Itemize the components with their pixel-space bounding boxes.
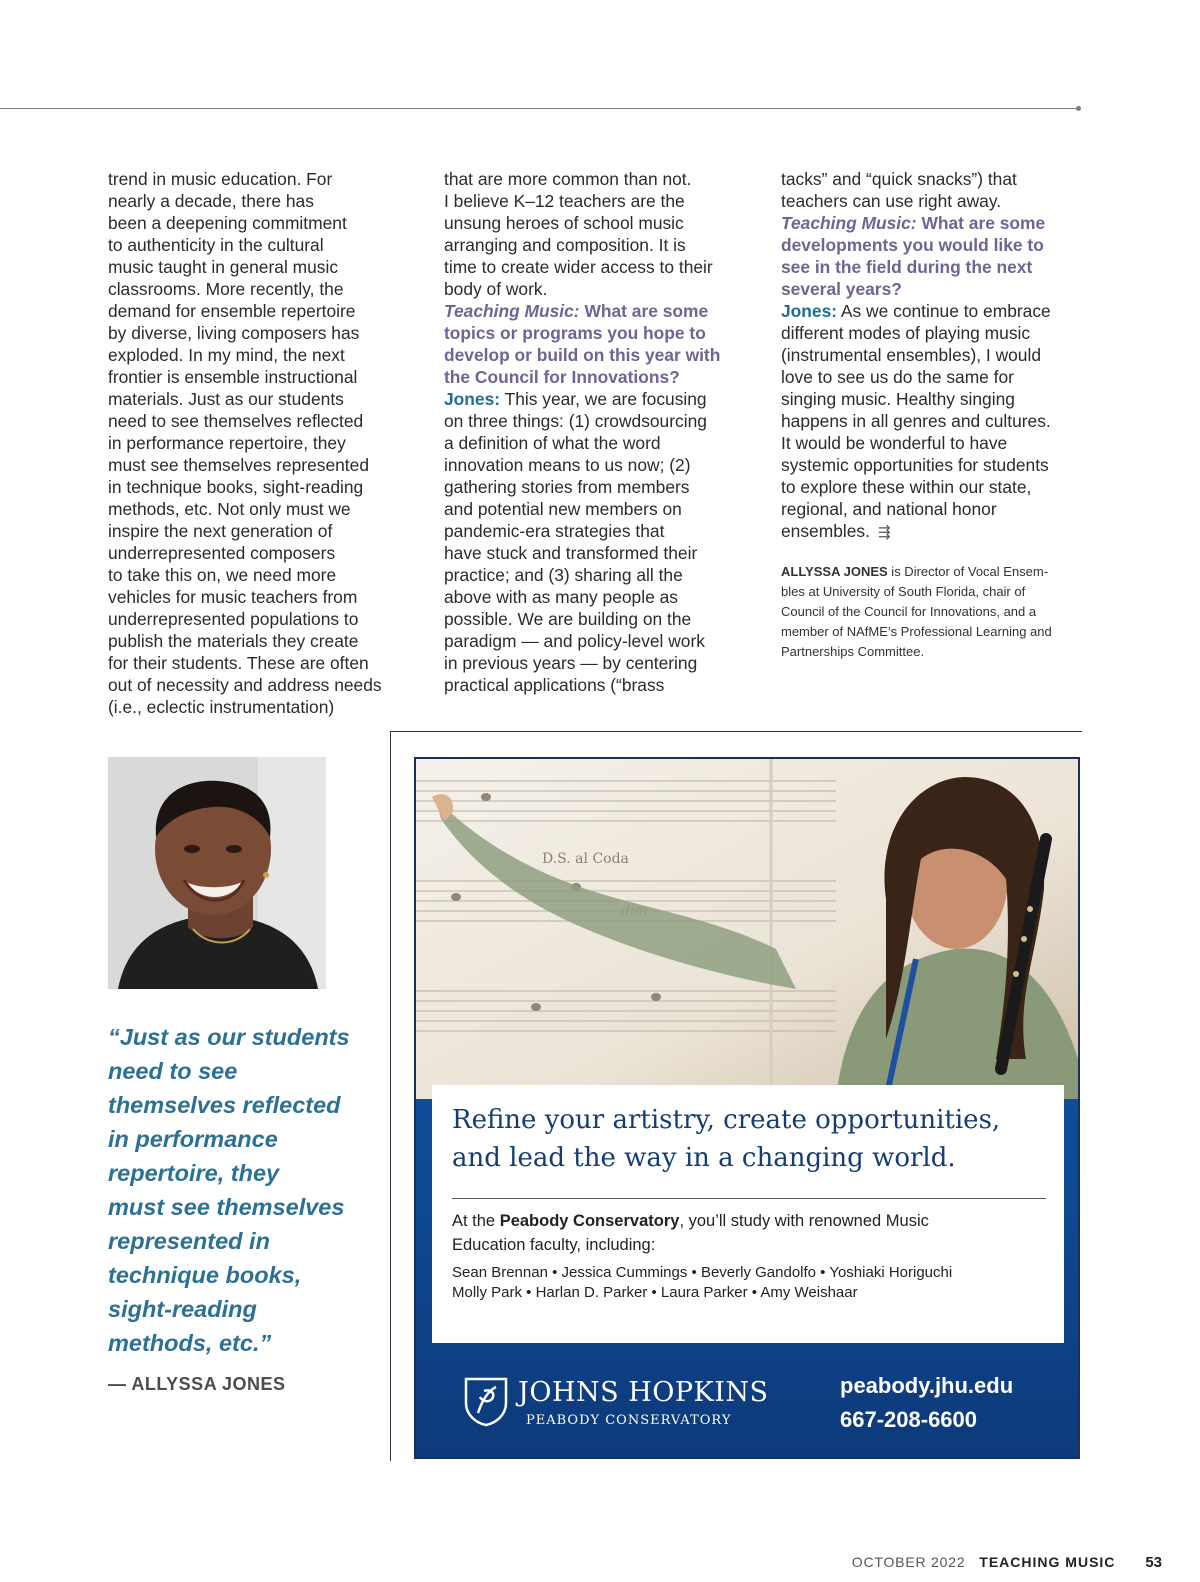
ad-headline-line: Refine your artistry, create opportunities, <box>452 1105 1001 1135</box>
brand-name: JOHNS HOPKINS <box>518 1377 769 1408</box>
text-line: methods, etc. Not only must we <box>108 499 351 519</box>
text-line: What are some <box>916 213 1046 233</box>
interview-answer <box>781 300 1086 544</box>
page-footer <box>852 1554 1162 1571</box>
top-rule <box>0 108 1078 109</box>
ad-photo-illustration <box>416 759 1078 1099</box>
text-line: regional, and national honor <box>781 499 997 519</box>
ad-body-prefix: At the <box>452 1212 500 1230</box>
text-line: unsung heroes of school music <box>444 213 684 233</box>
answer-speaker: Jones: <box>444 389 501 409</box>
text-line: frontier is ensemble instructional <box>108 367 358 387</box>
pull-quote <box>108 1020 378 1360</box>
text-line: possible. We are building on the <box>444 609 692 629</box>
article-column-1 <box>108 168 408 718</box>
text-line: that are more common than not. <box>444 169 692 189</box>
pull-quote-line: repertoire, they <box>108 1160 280 1186</box>
text-line: by diverse, living composers has <box>108 323 360 343</box>
interview-answer <box>444 388 744 696</box>
pull-quote-line: themselves reflected <box>108 1092 341 1118</box>
text-line: to authenticity in the cultural <box>108 235 324 255</box>
text-line: in performance repertoire, they <box>108 433 346 453</box>
text-line: the Council for Innovations? <box>444 367 680 387</box>
text-line: demand for ensemble repertoire <box>108 301 356 321</box>
text-line: have stuck and transformed their <box>444 543 698 563</box>
ad-faculty-line: Sean Brennan • Jessica Cummings • Beverly Gandolfo • Yoshiaki Horiguchi <box>452 1264 953 1281</box>
text-line: exploded. In my mind, the next <box>108 345 345 365</box>
article-column-3 <box>781 168 1086 662</box>
page-number: 53 <box>1145 1554 1162 1571</box>
text-line: time to create wider access to their <box>444 257 713 277</box>
ad-faculty-list <box>452 1263 1052 1303</box>
ad-frame-rule-horizontal <box>390 731 1082 732</box>
text-line: body of work. <box>444 279 548 299</box>
ad-frame-rule-vertical <box>390 731 391 1461</box>
article-column-2 <box>444 168 744 696</box>
text-line: in technique books, sight-reading <box>108 477 364 497</box>
text-line: vehicles for music teachers from <box>108 587 358 607</box>
text-line: need to see themselves reflected <box>108 411 364 431</box>
question-prefix: Teaching Music: <box>781 213 917 233</box>
text-line: member of NAfME’s Professional Learning and <box>781 624 1052 639</box>
text-line: must see themselves represented <box>108 455 369 475</box>
ad-phone-number[interactable]: 667-208-6600 <box>840 1407 978 1432</box>
interview-question <box>781 212 1086 300</box>
author-bio <box>781 562 1086 662</box>
text-line: As we continue to embrace <box>837 301 1051 321</box>
text-line: for their students. These are often <box>108 653 369 673</box>
text-line: on three things: (1) crowdsourcing <box>444 411 707 431</box>
ad-body-text <box>452 1209 1052 1257</box>
text-line: underrepresented populations to <box>108 609 359 629</box>
text-line: publish the materials they create <box>108 631 359 651</box>
pull-quote-line: “Just as our students <box>108 1024 350 1050</box>
text-line: and potential new members on <box>444 499 682 519</box>
pull-quote-line: methods, etc.” <box>108 1330 272 1356</box>
text-line: underrepresented composers <box>108 543 336 563</box>
peabody-advertisement[interactable] <box>414 757 1080 1459</box>
text-line: nearly a decade, there has <box>108 191 314 211</box>
text-line: love to see us do the same for <box>781 367 1014 387</box>
pull-quote-line: represented in <box>108 1228 270 1254</box>
text-line: classrooms. More recently, the <box>108 279 344 299</box>
text-line: trend in music education. For <box>108 169 333 189</box>
text-line: see in the field during the next <box>781 257 1033 277</box>
text-line: I believe K–12 teachers are the <box>444 191 685 211</box>
pull-quote-line: must see themselves <box>108 1194 345 1220</box>
text-line: bles at University of South Florida, chair of <box>781 584 1026 599</box>
footer-magazine-name: TEACHING MUSIC <box>979 1554 1116 1570</box>
column-2-intro <box>444 168 744 300</box>
text-line: different modes of playing music <box>781 323 1031 343</box>
text-line: inspire the next generation of <box>108 521 333 541</box>
text-line: topics or programs you hope to <box>444 323 706 343</box>
pull-quote-line: sight-reading <box>108 1296 257 1322</box>
text-line: to explore these within our state, <box>781 477 1032 497</box>
ad-text-panel <box>432 1085 1064 1343</box>
ad-body-rest: , you’ll study with renowned Music <box>679 1212 929 1230</box>
text-line: Council of the Council for Innovations, and a <box>781 604 1037 619</box>
text-line: gathering stories from members <box>444 477 690 497</box>
answer-speaker: Jones: <box>781 301 838 321</box>
portrait-illustration <box>108 757 326 989</box>
text-line: teachers can use right away. <box>781 191 1002 211</box>
text-line: tacks” and “quick snacks”) that <box>781 169 1017 189</box>
bio-name: ALLYSSA JONES <box>781 564 888 579</box>
column-3-intro <box>781 168 1086 212</box>
ad-website-link[interactable]: peabody.jhu.edu <box>840 1373 1014 1398</box>
footer-issue-date: OCTOBER 2022 <box>851 1554 966 1570</box>
interview-question <box>444 300 744 388</box>
text-line: a definition of what the word <box>444 433 661 453</box>
text-line: This year, we are focusing <box>500 389 707 409</box>
text-line: (instrumental ensembles), I would <box>781 345 1042 365</box>
column-1-paragraph <box>108 168 408 718</box>
ad-photo-ds-al-coda: D.S. al Coda <box>542 851 629 867</box>
text-line: been a deepening commitment <box>108 213 347 233</box>
text-line: in previous years — by centering <box>444 653 698 673</box>
pull-quote-line: in performance <box>108 1126 278 1152</box>
pull-quote-line: need to see <box>108 1058 238 1084</box>
text-line: What are some <box>579 301 709 321</box>
ad-body-bold: Peabody Conservatory <box>499 1212 680 1230</box>
ad-body-line-2: Education faculty, including: <box>452 1236 656 1254</box>
question-prefix: Teaching Music: <box>444 301 580 321</box>
text-line: singing music. Healthy singing <box>781 389 1015 409</box>
text-line: above with as many people as <box>444 587 678 607</box>
text-line: systemic opportunities for students <box>781 455 1049 475</box>
text-line: (i.e., eclectic instrumentation) <box>108 697 335 717</box>
text-line: music taught in general music <box>108 257 339 277</box>
text-line: materials. Just as our students <box>108 389 344 409</box>
end-of-article-icon: ⇶ <box>877 524 891 541</box>
text-line: paradigm — and policy-level work <box>444 631 705 651</box>
brand-subtitle: PEABODY CONSERVATORY <box>526 1413 732 1428</box>
ad-headline-line: and lead the way in a changing world. <box>452 1143 956 1173</box>
pull-quote-attribution: — ALLYSSA JONES <box>108 1374 286 1394</box>
ad-headline <box>452 1101 1052 1177</box>
ad-faculty-line: Molly Park • Harlan D. Parker • Laura Parker • Amy Weishaar <box>452 1284 858 1301</box>
text-line: arranging and composition. It is <box>444 235 686 255</box>
text-line: developments you would like to <box>781 235 1044 255</box>
johns-hopkins-shield-icon <box>462 1375 510 1427</box>
text-line: practical applications (“brass <box>444 675 665 695</box>
text-line: Partnerships Committee. <box>781 644 925 659</box>
text-line: to take this on, we need more <box>108 565 337 585</box>
text-line: practice; and (3) sharing all the <box>444 565 683 585</box>
ad-divider <box>452 1198 1046 1199</box>
text-line: It would be wonderful to have <box>781 433 1008 453</box>
portrait-photo <box>108 757 326 989</box>
text-line: ensembles. <box>781 521 870 541</box>
ad-photo <box>416 759 1078 1099</box>
text-line: is Director of Vocal Ensem- <box>887 564 1049 579</box>
top-rule-dot <box>1076 106 1081 111</box>
text-line: innovation means to us now; (2) <box>444 455 691 475</box>
text-line: happens in all genres and cultures. <box>781 411 1051 431</box>
text-line: pandemic-era strategies that <box>444 521 665 541</box>
text-line: develop or build on this year with <box>444 345 721 365</box>
text-line: out of necessity and address needs <box>108 675 382 695</box>
pull-quote-line: technique books, <box>108 1262 302 1288</box>
text-line: several years? <box>781 279 902 299</box>
